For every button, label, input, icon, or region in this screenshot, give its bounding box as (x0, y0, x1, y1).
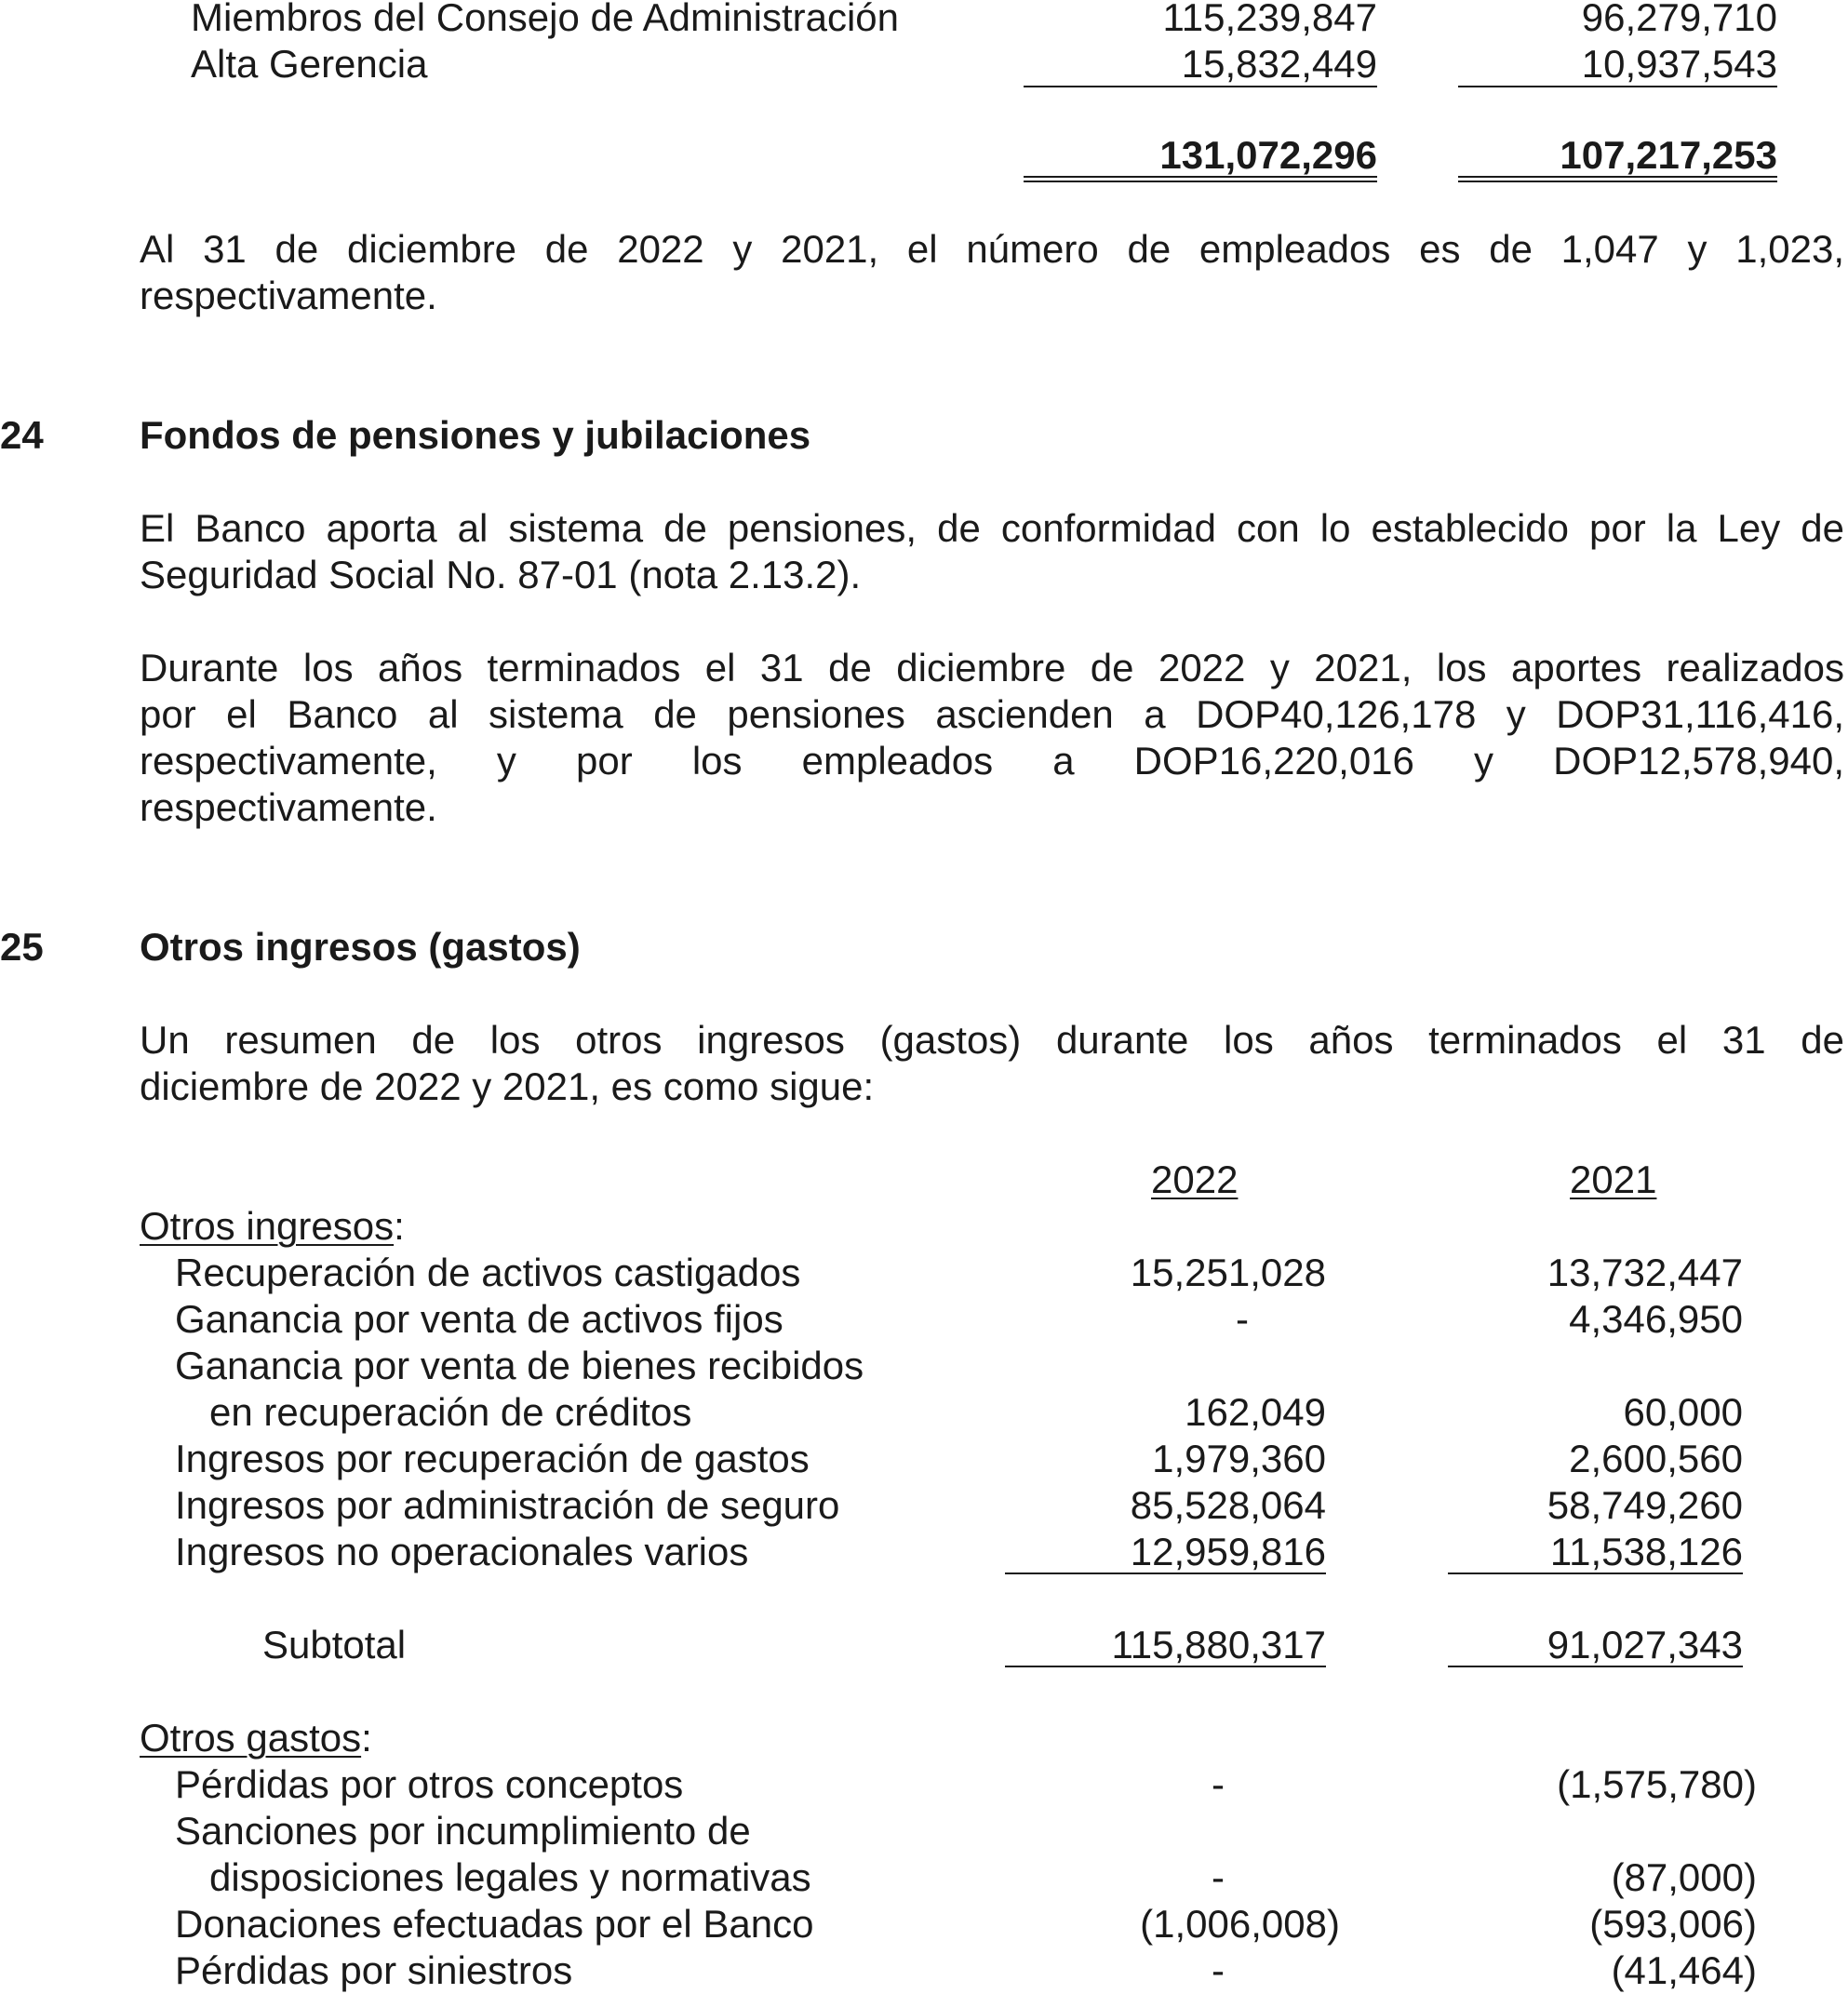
top-total-2021: 107,217,253 (1560, 133, 1777, 177)
gastos-row-2022: - (1212, 1762, 1225, 1806)
gastos-heading: Otros gastos (140, 1716, 362, 1760)
section-24-para2-line1: Durante los años terminados el 31 de diciembre de 2022 y 2021, los aportes realizados (140, 646, 1844, 689)
top-row-label: Alta Gerencia (191, 42, 428, 86)
ingresos-row-2022: 12,959,816 (1130, 1530, 1326, 1573)
gastos-heading-colon: : (361, 1716, 372, 1760)
gastos-row-label: Pérdidas por siniestros (175, 1948, 573, 1992)
top-row-value-2022: 15,832,449 (1181, 42, 1377, 86)
ingresos-row-2021: 11,538,126 (1549, 1530, 1743, 1573)
underline (1448, 1666, 1743, 1667)
gastos-row-2021: (1,575,780) (1557, 1762, 1757, 1806)
ingresos-row-2021: 13,732,447 (1547, 1251, 1743, 1294)
ingresos-row-2021: 58,749,260 (1547, 1483, 1743, 1527)
subtotal-2022: 115,880,317 (1111, 1623, 1326, 1666)
section-24-para2-line2: por el Banco al sistema de pensiones ascienden a DOP40,126,178 y DOP31,116,416, (140, 692, 1844, 736)
gastos-heading-wrap (140, 1715, 372, 1761)
underline (1005, 1572, 1326, 1574)
section-25-intro-line2: diciembre de 2022 y 2021, es como sigue: (140, 1064, 875, 1108)
ingresos-heading-wrap (140, 1203, 405, 1250)
section-25-title: Otros ingresos (gastos) (140, 925, 581, 969)
ingresos-row-label: Ingresos no operacionales varios (175, 1530, 749, 1573)
section-24-para2-line3: respectivamente, y por los empleados a DOP16,220,016 y DOP12,578,940, (140, 739, 1844, 783)
section-25-intro-line1: Un resumen de los otros ingresos (gastos) durante los años terminados el 31 de (140, 1018, 1844, 1062)
gastos-row-label: Pérdidas por otros conceptos (175, 1762, 684, 1806)
underline (1448, 1572, 1743, 1574)
section-24-number: 24 (0, 413, 44, 457)
ingresos-heading: Otros ingresos (140, 1204, 395, 1248)
gastos-row-2021: (41,464) (1611, 1948, 1757, 1992)
underline (1458, 86, 1777, 87)
ingresos-row-2022: 1,979,360 (1152, 1437, 1326, 1480)
column-header-2021: 2021 (1570, 1158, 1657, 1201)
subtotal-label: Subtotal (262, 1623, 407, 1666)
column-header-2022: 2022 (1151, 1158, 1239, 1201)
section-25-number: 25 (0, 925, 44, 969)
ingresos-row-2022: 162,049 (1185, 1390, 1326, 1434)
top-row-label: Miembros del Consejo de Administración (191, 0, 900, 39)
double-underline (1024, 176, 1377, 182)
ingresos-row-label: Ganancia por venta de bienes recibidos (175, 1344, 864, 1387)
ingresos-row-label: Ganancia por venta de activos fijos (175, 1297, 783, 1341)
section-24-title: Fondos de pensiones y jubilaciones (140, 413, 811, 457)
ingresos-row-2022: 15,251,028 (1130, 1251, 1326, 1294)
ingresos-row-2022: 85,528,064 (1130, 1483, 1326, 1527)
top-row-value-2021: 10,937,543 (1581, 42, 1777, 86)
section-24-para1-line1: El Banco aporta al sistema de pensiones, de conformidad con lo establecido por la Ley de (140, 506, 1844, 550)
ingresos-row-2022: - (1236, 1297, 1249, 1341)
ingresos-row-label: Ingresos por recuperación de gastos (175, 1437, 810, 1480)
top-row-value-2021: 96,279,710 (1581, 0, 1777, 39)
top-row-value-2022: 115,239,847 (1162, 0, 1377, 39)
section-24-para2-line4: respectivamente. (140, 785, 437, 829)
gastos-row-2021: (593,006) (1589, 1902, 1757, 1946)
gastos-row-label: Donaciones efectuadas por el Banco (175, 1902, 814, 1946)
top-total-2022: 131,072,296 (1159, 133, 1377, 177)
gastos-row-2022: - (1212, 1855, 1225, 1899)
section-24-para1-line2: Seguridad Social No. 87-01 (nota 2.13.2). (140, 553, 862, 596)
gastos-row-2022: - (1212, 1948, 1225, 1992)
employees-line-1: Al 31 de diciembre de 2022 y 2021, el número de empleados es de 1,047 y 1,023, (140, 227, 1844, 271)
ingresos-row-2021: 60,000 (1623, 1390, 1743, 1434)
gastos-row-label: Sanciones por incumplimiento de (175, 1809, 751, 1853)
employees-line-2: respectivamente. (140, 274, 437, 317)
ingresos-row-label: Ingresos por administración de seguro (175, 1483, 840, 1527)
ingresos-row-label: Recuperación de activos castigados (175, 1251, 801, 1294)
ingresos-row-2021: 2,600,560 (1569, 1437, 1743, 1480)
ingresos-row-2021: 4,346,950 (1569, 1297, 1743, 1341)
underline (1005, 1666, 1326, 1667)
underline (1024, 86, 1377, 87)
gastos-row-label-cont: disposiciones legales y normativas (209, 1855, 811, 1899)
gastos-row-2022: (1,006,008) (1140, 1902, 1340, 1946)
gastos-row-2021: (87,000) (1611, 1855, 1757, 1899)
ingresos-row-label-cont: en recuperación de créditos (209, 1390, 692, 1434)
double-underline (1458, 176, 1777, 182)
ingresos-heading-colon: : (394, 1204, 405, 1248)
subtotal-2021: 91,027,343 (1547, 1623, 1743, 1666)
